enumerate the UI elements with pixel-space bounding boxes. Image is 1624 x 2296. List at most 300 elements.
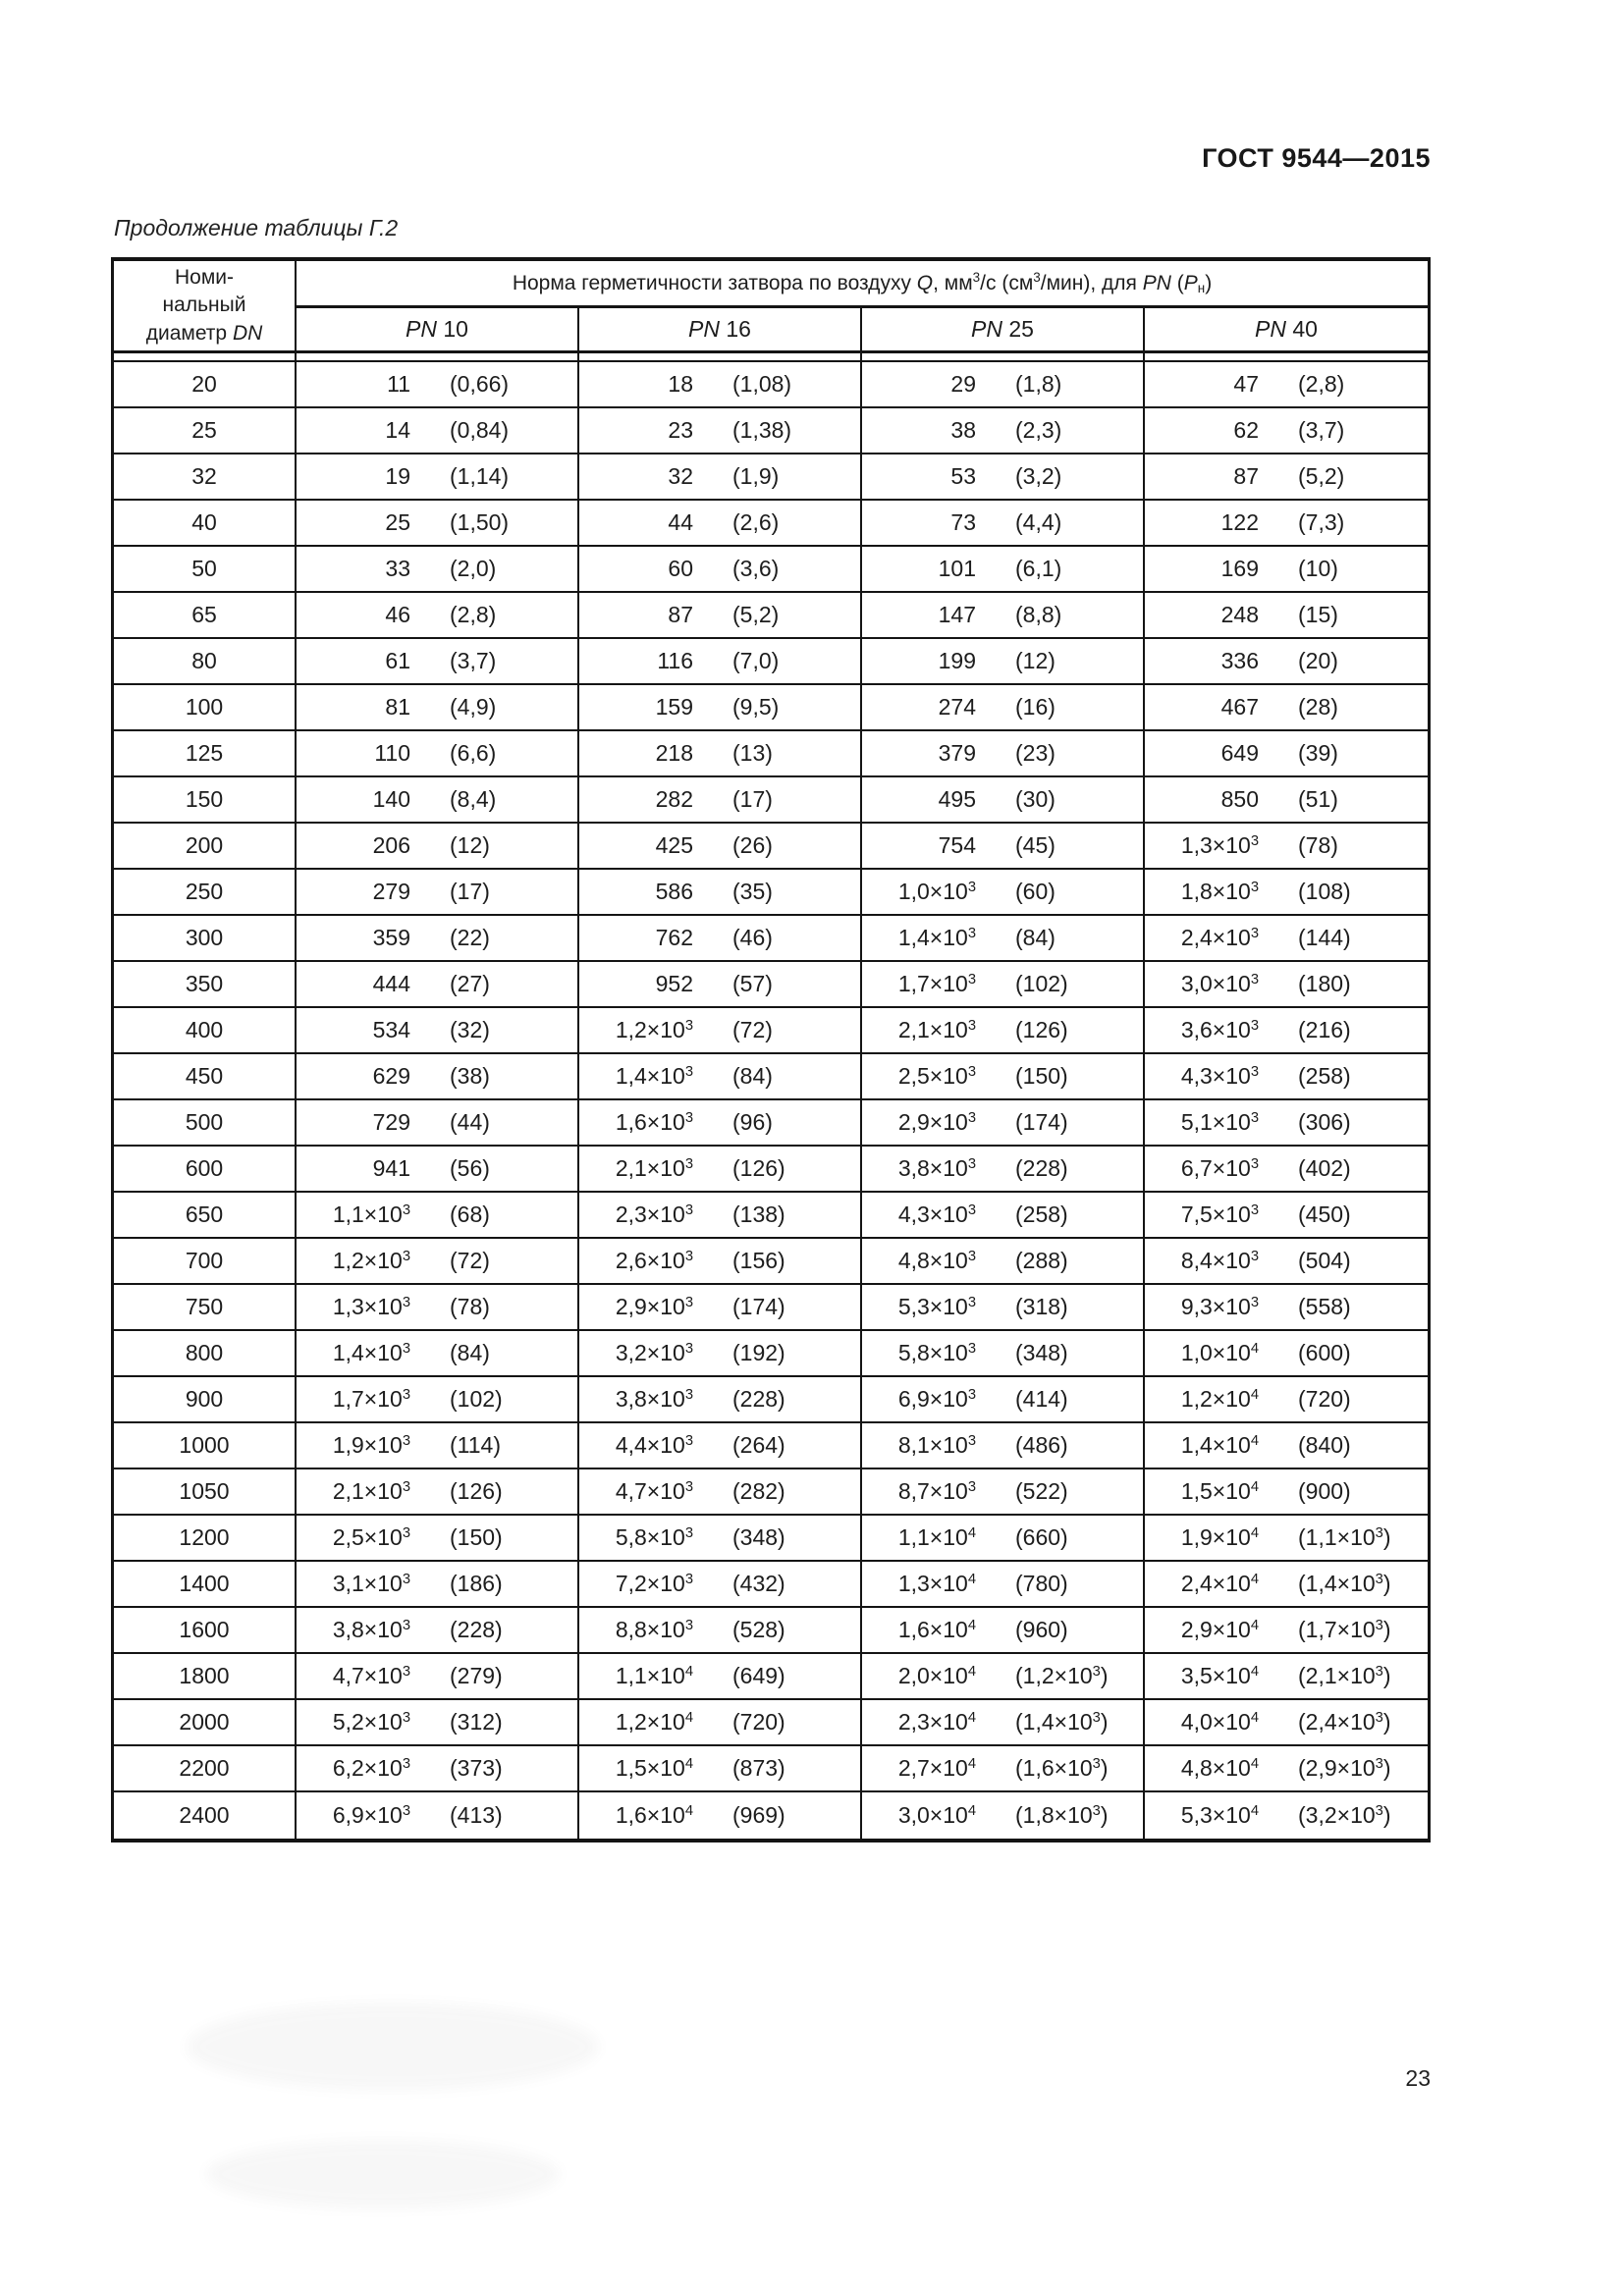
table-row xyxy=(114,1516,1428,1562)
paren-value: $(1,4\times 10^3)$ xyxy=(1298,1571,1391,1596)
paren-value: (282) xyxy=(732,1478,785,1504)
main-value: $1,2\times 10^3$ xyxy=(332,1248,410,1273)
main-value: $2,6\times 10^3$ xyxy=(615,1248,693,1273)
table-row xyxy=(114,1792,1428,1839)
main-value: $1,3\times 10^3$ xyxy=(332,1294,410,1319)
main-value: $1,0\times 10^3$ xyxy=(897,879,976,904)
value-cell xyxy=(297,501,579,547)
table-row xyxy=(114,501,1428,547)
main-value: $8,1\times 10^3$ xyxy=(897,1432,976,1458)
main-value: $8,7\times 10^3$ xyxy=(897,1478,976,1504)
paren-value: (8,8) xyxy=(1015,602,1062,627)
paren-value: (1,8) xyxy=(1015,371,1062,397)
paren-value: $(1,7\times 10^3)$ xyxy=(1298,1617,1391,1642)
paren-value: (174) xyxy=(732,1294,785,1319)
paren-value: (150) xyxy=(1015,1063,1068,1089)
paren-value: (720) xyxy=(1298,1386,1351,1412)
dn-cell: 2400 xyxy=(114,1792,297,1839)
main-value: 61 xyxy=(385,648,410,673)
value-cell xyxy=(579,1147,862,1193)
value-cell xyxy=(1145,916,1428,962)
paren-value: (12) xyxy=(1015,648,1056,673)
paren-value: (1,08) xyxy=(732,371,792,397)
table-row xyxy=(114,1423,1428,1469)
dn-cell: 700 xyxy=(114,1239,297,1285)
value-cell xyxy=(297,1147,579,1193)
paren-value: (51) xyxy=(1298,786,1338,812)
paren-value: (348) xyxy=(732,1524,785,1550)
main-value: 44 xyxy=(668,509,693,535)
dn-cell: 25 xyxy=(114,408,297,454)
paren-value: (46) xyxy=(732,925,773,950)
value-cell xyxy=(297,547,579,593)
dn-cell: 2000 xyxy=(114,1700,297,1746)
main-value: $1,0\times 10^4$ xyxy=(1180,1340,1259,1365)
value-cell xyxy=(862,1008,1145,1054)
value-cell xyxy=(579,1054,862,1100)
value-cell xyxy=(579,593,862,639)
table-row xyxy=(114,1700,1428,1746)
table-row xyxy=(114,362,1428,408)
value-cell xyxy=(862,962,1145,1008)
table-row xyxy=(114,1746,1428,1792)
main-value: $7,2\times 10^3$ xyxy=(615,1571,693,1596)
paren-value: (528) xyxy=(732,1617,785,1642)
main-value: 218 xyxy=(655,740,693,766)
value-cell xyxy=(297,1562,579,1608)
dn-cell: 40 xyxy=(114,501,297,547)
value-cell xyxy=(297,916,579,962)
paren-value: (28) xyxy=(1298,694,1338,720)
paren-value: (15) xyxy=(1298,602,1338,627)
value-cell xyxy=(1145,639,1428,685)
main-value: $1,5\times 10^4$ xyxy=(615,1755,693,1781)
paren-value: (2,6) xyxy=(732,509,780,535)
main-value: 33 xyxy=(385,556,410,581)
main-value: $3,6\times 10^3$ xyxy=(1180,1017,1259,1042)
main-value: 425 xyxy=(655,832,693,858)
main-value: 53 xyxy=(950,463,976,489)
paren-value: (17) xyxy=(732,786,773,812)
main-value: $2,9\times 10^3$ xyxy=(897,1109,976,1135)
value-cell xyxy=(297,593,579,639)
main-value: $6,9\times 10^3$ xyxy=(897,1386,976,1412)
value-cell xyxy=(297,1700,579,1746)
paren-value: (174) xyxy=(1015,1109,1068,1135)
value-cell xyxy=(862,1469,1145,1516)
value-cell xyxy=(1145,362,1428,408)
paren-value: (3,7) xyxy=(1298,417,1345,443)
main-value: $6,7\times 10^3$ xyxy=(1180,1155,1259,1181)
paren-value: (186) xyxy=(450,1571,503,1596)
page-number: 23 xyxy=(1405,2065,1431,2091)
main-value: 101 xyxy=(938,556,976,581)
paren-value: (180) xyxy=(1298,971,1351,996)
value-cell xyxy=(579,1700,862,1746)
value-cell xyxy=(1145,685,1428,731)
main-value: $5,1\times 10^3$ xyxy=(1180,1109,1259,1135)
paren-value: (60) xyxy=(1015,879,1056,904)
paren-value: (780) xyxy=(1015,1571,1068,1596)
paren-value: (258) xyxy=(1298,1063,1351,1089)
main-value: 11 xyxy=(387,371,410,397)
paren-value: (78) xyxy=(450,1294,490,1319)
table-row xyxy=(114,408,1428,454)
value-cell xyxy=(862,1193,1145,1239)
paren-value: (5,2) xyxy=(732,602,780,627)
value-cell xyxy=(862,1147,1145,1193)
scan-artifact xyxy=(206,2140,560,2209)
value-cell xyxy=(579,1008,862,1054)
main-value: $3,2\times 10^3$ xyxy=(615,1340,693,1365)
header-divider-row xyxy=(114,353,1428,362)
main-value: $7,5\times 10^3$ xyxy=(1180,1201,1259,1227)
value-cell xyxy=(862,870,1145,916)
value-cell xyxy=(862,454,1145,501)
value-cell xyxy=(1145,870,1428,916)
dn-cell: 80 xyxy=(114,639,297,685)
table-row xyxy=(114,962,1428,1008)
paren-value: (108) xyxy=(1298,879,1351,904)
paren-value: (6,1) xyxy=(1015,556,1062,581)
dn-cell: 50 xyxy=(114,547,297,593)
value-cell xyxy=(297,1054,579,1100)
main-value: $2,3\times 10^3$ xyxy=(615,1201,693,1227)
paren-value: (228) xyxy=(1015,1155,1068,1181)
value-cell xyxy=(862,824,1145,870)
main-value: $1,6\times 10^4$ xyxy=(615,1802,693,1828)
main-value: 279 xyxy=(372,879,410,904)
value-cell xyxy=(862,1239,1145,1285)
main-value: 629 xyxy=(372,1063,410,1089)
dn-cell: 800 xyxy=(114,1331,297,1377)
value-cell xyxy=(1145,1423,1428,1469)
paren-value: (504) xyxy=(1298,1248,1351,1273)
value-cell xyxy=(1145,1469,1428,1516)
value-cell xyxy=(862,1423,1145,1469)
value-cell xyxy=(862,1746,1145,1792)
main-value: 25 xyxy=(385,509,410,535)
main-value: 248 xyxy=(1220,602,1259,627)
paren-value: (35) xyxy=(732,879,773,904)
table-row xyxy=(114,731,1428,777)
paren-value: (373) xyxy=(450,1755,503,1781)
paren-value: (144) xyxy=(1298,925,1351,950)
main-value: $1,9\times 10^4$ xyxy=(1180,1524,1259,1550)
table-span-header: Норма герметичности затвора по воздуху Q, $мм^3/с$ $(см^3/мин)$, для PN $(P_н)$ xyxy=(297,261,1428,308)
table-row xyxy=(114,1054,1428,1100)
paren-value: (414) xyxy=(1015,1386,1068,1412)
main-value: 14 xyxy=(385,417,410,443)
paren-value: (57) xyxy=(732,971,773,996)
value-cell xyxy=(1145,1516,1428,1562)
value-cell xyxy=(862,1285,1145,1331)
main-value: $1,3\times 10^3$ xyxy=(1180,832,1259,858)
paren-value: (96) xyxy=(732,1109,773,1135)
table-row xyxy=(114,639,1428,685)
main-value: $2,9\times 10^4$ xyxy=(1180,1617,1259,1642)
paren-value: (45) xyxy=(1015,832,1056,858)
dn-cell: 650 xyxy=(114,1193,297,1239)
value-cell xyxy=(862,1054,1145,1100)
dn-cell: 1800 xyxy=(114,1654,297,1700)
value-cell xyxy=(579,639,862,685)
table-row xyxy=(114,1008,1428,1054)
main-value: $8,4\times 10^3$ xyxy=(1180,1248,1259,1273)
paren-value: (288) xyxy=(1015,1248,1068,1273)
paren-value: (72) xyxy=(732,1017,773,1042)
paren-value: (216) xyxy=(1298,1017,1351,1042)
dn-cell: 900 xyxy=(114,1377,297,1423)
paren-value: (2,0) xyxy=(450,556,497,581)
main-value: $1,9\times 10^3$ xyxy=(332,1432,410,1458)
value-cell xyxy=(862,547,1145,593)
value-cell xyxy=(297,870,579,916)
paren-value: $(1,1\times 10^3)$ xyxy=(1298,1524,1391,1550)
table-row xyxy=(114,870,1428,916)
main-value: 110 xyxy=(374,740,410,766)
main-value: $4,0\times 10^4$ xyxy=(1180,1709,1259,1735)
main-value: $1,1\times 10^3$ xyxy=(332,1201,410,1227)
header-row-span xyxy=(114,261,1428,308)
value-cell xyxy=(862,1100,1145,1147)
dn-cell: 150 xyxy=(114,777,297,824)
table-row xyxy=(114,593,1428,639)
paren-value: (840) xyxy=(1298,1432,1351,1458)
value-cell xyxy=(862,1700,1145,1746)
main-value: $1,1\times 10^4$ xyxy=(897,1524,976,1550)
table-row xyxy=(114,1377,1428,1423)
dn-cell: 500 xyxy=(114,1100,297,1147)
main-value: 87 xyxy=(1233,463,1259,489)
paren-value: (1,9) xyxy=(732,463,780,489)
main-value: 18 xyxy=(668,371,693,397)
main-value: $2,3\times 10^4$ xyxy=(897,1709,976,1735)
paren-value: (44) xyxy=(450,1109,490,1135)
main-value: 754 xyxy=(938,832,976,858)
main-value: $4,7\times 10^3$ xyxy=(332,1663,410,1688)
paren-value: $(2,4\times 10^3)$ xyxy=(1298,1709,1391,1735)
dn-cell: 1000 xyxy=(114,1423,297,1469)
dn-cell: 2200 xyxy=(114,1746,297,1792)
paren-value: (32) xyxy=(450,1017,490,1042)
value-cell xyxy=(579,1377,862,1423)
value-cell xyxy=(579,962,862,1008)
value-cell xyxy=(1145,1608,1428,1654)
dn-cell: 65 xyxy=(114,593,297,639)
main-value: $1,4\times 10^3$ xyxy=(332,1340,410,1365)
main-value: 534 xyxy=(372,1017,410,1042)
main-value: $9,3\times 10^3$ xyxy=(1180,1294,1259,1319)
value-cell xyxy=(1145,1746,1428,1792)
paren-value: (27) xyxy=(450,971,490,996)
paren-value: (1,50) xyxy=(450,509,510,535)
paren-value: (318) xyxy=(1015,1294,1068,1319)
main-value: $3,0\times 10^3$ xyxy=(1180,971,1259,996)
main-value: $1,6\times 10^3$ xyxy=(615,1109,693,1135)
value-cell xyxy=(862,916,1145,962)
header-divider-cell xyxy=(579,353,862,362)
paren-value: (2,8) xyxy=(450,602,497,627)
value-cell xyxy=(579,547,862,593)
table-row xyxy=(114,685,1428,731)
value-cell xyxy=(579,731,862,777)
paren-value: (192) xyxy=(732,1340,785,1365)
table-row xyxy=(114,1608,1428,1654)
value-cell xyxy=(579,408,862,454)
paren-value: (150) xyxy=(450,1524,503,1550)
paren-value: (720) xyxy=(732,1709,785,1735)
paren-value: (4,4) xyxy=(1015,509,1062,535)
dn-cell: 1200 xyxy=(114,1516,297,1562)
paren-value: (23) xyxy=(1015,740,1056,766)
paren-value: $(1,2\times 10^3)$ xyxy=(1015,1663,1109,1688)
paren-value: (12) xyxy=(450,832,490,858)
main-value: $1,2\times 10^3$ xyxy=(615,1017,693,1042)
main-value: $6,9\times 10^3$ xyxy=(332,1802,410,1828)
value-cell xyxy=(297,962,579,1008)
main-value: 38 xyxy=(950,417,976,443)
main-value: 62 xyxy=(1233,417,1259,443)
value-cell xyxy=(862,1792,1145,1839)
paren-value: (558) xyxy=(1298,1294,1351,1319)
table-row xyxy=(114,1331,1428,1377)
value-cell xyxy=(297,1285,579,1331)
value-cell xyxy=(862,1608,1145,1654)
main-value: 649 xyxy=(1220,740,1259,766)
value-cell xyxy=(862,1331,1145,1377)
dn-cell: 1600 xyxy=(114,1608,297,1654)
value-cell xyxy=(297,731,579,777)
value-cell xyxy=(1145,454,1428,501)
paren-value: (5,2) xyxy=(1298,463,1345,489)
value-cell xyxy=(579,1239,862,1285)
main-value: $4,8\times 10^4$ xyxy=(1180,1755,1259,1781)
main-value: $3,8\times 10^3$ xyxy=(615,1386,693,1412)
paren-value: (450) xyxy=(1298,1201,1351,1227)
value-cell xyxy=(579,916,862,962)
value-cell xyxy=(862,1377,1145,1423)
paren-value: (38) xyxy=(450,1063,490,1089)
paren-value: (84) xyxy=(450,1340,490,1365)
value-cell xyxy=(862,1516,1145,1562)
value-cell xyxy=(862,593,1145,639)
dn-cell: 250 xyxy=(114,870,297,916)
paren-value: (0,84) xyxy=(450,417,510,443)
pn-column-header: PN 40 xyxy=(1145,308,1428,353)
paren-value: (30) xyxy=(1015,786,1056,812)
main-value: $1,4\times 10^4$ xyxy=(1180,1432,1259,1458)
paren-value: (138) xyxy=(732,1201,785,1227)
main-value: 379 xyxy=(938,740,976,766)
main-value: 729 xyxy=(372,1109,410,1135)
paren-value: (84) xyxy=(1015,925,1056,950)
value-cell xyxy=(297,639,579,685)
value-cell xyxy=(297,454,579,501)
value-cell xyxy=(1145,824,1428,870)
dn-cell: 1400 xyxy=(114,1562,297,1608)
header-divider-cell xyxy=(862,353,1145,362)
paren-value: (16) xyxy=(1015,694,1056,720)
main-value: $4,4\times 10^3$ xyxy=(615,1432,693,1458)
paren-value: (126) xyxy=(732,1155,785,1181)
main-value: 282 xyxy=(655,786,693,812)
main-value: 952 xyxy=(655,971,693,996)
value-cell xyxy=(297,1239,579,1285)
value-cell xyxy=(1145,547,1428,593)
main-value: $3,5\times 10^4$ xyxy=(1180,1663,1259,1688)
main-value: 147 xyxy=(938,602,976,627)
main-value: 81 xyxy=(385,694,410,720)
main-value: $5,2\times 10^3$ xyxy=(332,1709,410,1735)
main-value: $5,8\times 10^3$ xyxy=(615,1524,693,1550)
paren-value: $(1,4\times 10^3)$ xyxy=(1015,1709,1109,1735)
table-row xyxy=(114,1239,1428,1285)
main-value: 87 xyxy=(668,602,693,627)
value-cell xyxy=(297,1331,579,1377)
main-value: $2,0\times 10^4$ xyxy=(897,1663,976,1688)
paren-value: (7,3) xyxy=(1298,509,1345,535)
paren-value: (2,8) xyxy=(1298,371,1345,397)
value-cell xyxy=(579,1193,862,1239)
paren-value: (102) xyxy=(1015,971,1068,996)
main-value: $2,5\times 10^3$ xyxy=(332,1524,410,1550)
value-cell xyxy=(579,870,862,916)
main-value: $2,1\times 10^3$ xyxy=(615,1155,693,1181)
value-cell xyxy=(297,1008,579,1054)
paren-value: (102) xyxy=(450,1386,503,1412)
paren-value: (312) xyxy=(450,1709,503,1735)
value-cell xyxy=(1145,731,1428,777)
main-value: $4,3\times 10^3$ xyxy=(897,1201,976,1227)
value-cell xyxy=(1145,1239,1428,1285)
paren-value: (126) xyxy=(450,1478,503,1504)
value-cell xyxy=(297,1792,579,1839)
dn-cell: 100 xyxy=(114,685,297,731)
paren-value: (6,6) xyxy=(450,740,497,766)
value-cell xyxy=(297,824,579,870)
main-value: $6,2\times 10^3$ xyxy=(332,1755,410,1781)
main-value: $2,9\times 10^3$ xyxy=(615,1294,693,1319)
main-value: 274 xyxy=(938,694,976,720)
main-value: 46 xyxy=(385,602,410,627)
main-value: 47 xyxy=(1233,371,1259,397)
value-cell xyxy=(862,731,1145,777)
main-value: 941 xyxy=(372,1155,410,1181)
leakage-norm-table xyxy=(111,257,1431,1842)
main-value: 32 xyxy=(668,463,693,489)
value-cell xyxy=(579,1423,862,1469)
value-cell xyxy=(862,408,1145,454)
main-value: 199 xyxy=(938,648,976,673)
main-value: $3,0\times 10^4$ xyxy=(897,1802,976,1828)
main-value: 140 xyxy=(372,786,410,812)
table-row xyxy=(114,824,1428,870)
main-value: 586 xyxy=(655,879,693,904)
paren-value: (56) xyxy=(450,1155,490,1181)
paren-value: (9,5) xyxy=(732,694,780,720)
table-caption: Продолжение таблицы Г.2 xyxy=(114,215,399,240)
main-value: 73 xyxy=(950,509,976,535)
paren-value: (1,14) xyxy=(450,463,510,489)
paren-value: $(2,9\times 10^3)$ xyxy=(1298,1755,1391,1781)
table-row xyxy=(114,1562,1428,1608)
main-value: $2,4\times 10^4$ xyxy=(1180,1571,1259,1596)
main-value: $1,2\times 10^4$ xyxy=(1180,1386,1259,1412)
pn-column-header: PN 16 xyxy=(579,308,862,353)
value-cell xyxy=(297,1423,579,1469)
main-value: 762 xyxy=(655,925,693,950)
